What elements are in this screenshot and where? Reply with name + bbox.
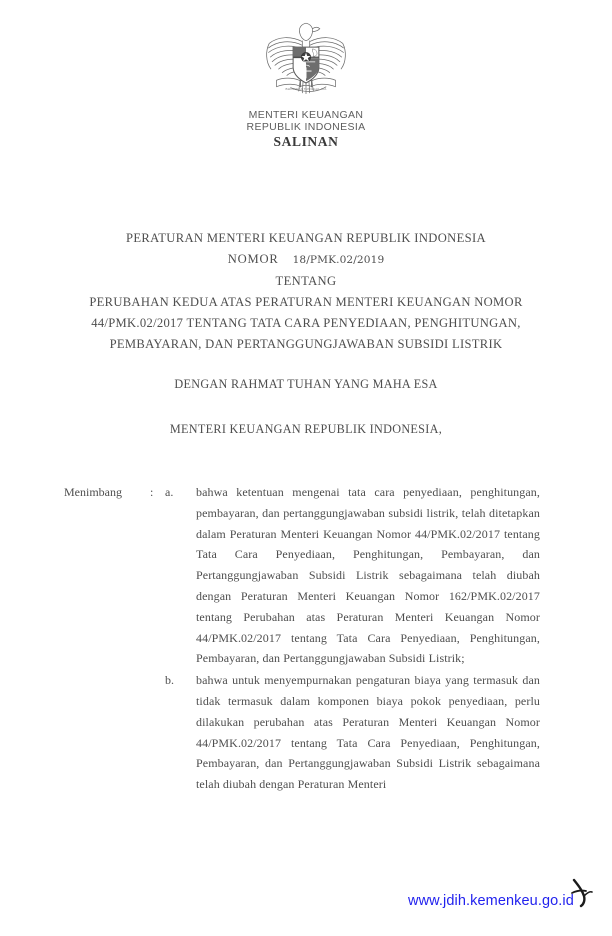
regulation-heading: PERATURAN MENTERI KEUANGAN REPUBLIK INDONESIA <box>126 231 486 245</box>
item-text-b: bahwa untuk menyempurnakan pengaturan biaya yang termasuk dan tidak termasuk dalam komponen biaya pokok penyediaan, perlu dilakukan perubahan atas Peraturan Menteri Keuangan Nomor 44/PMK.02/2017 tentang Tata Cara Penyediaan, Penghitungan, Pembayaran, dan Pertanggungjawaban Subsidi Listrik sebagaimana telah diubah dengan Peraturan Menteri <box>196 673 540 792</box>
svg-text:BHINNEKA TUNGGAL IKA: BHINNEKA TUNGGAL IKA <box>285 86 327 91</box>
subject-line-2: 44/PMK.02/2017 TENTANG TATA CARA PENYEDIAAN, PENGHITUNGAN, <box>91 316 521 330</box>
garuda-pancasila-emblem <box>260 14 352 106</box>
nomor-value: 18/PMK.02/2019 <box>292 254 385 266</box>
letterhead <box>0 14 612 149</box>
handwritten-initial-mark-icon <box>568 876 594 910</box>
regulation-number-line <box>56 249 556 271</box>
tentang-label: TENTANG <box>275 274 337 288</box>
item-text-a: bahwa ketentuan mengenai tata cara penyediaan, penghitungan, pembayaran, dan pertanggungjawaban subsidi listrik, telah ditetapkan dalam Peraturan Menteri Keuangan Nomor 44/PMK.02/2017 tentang Tata Cara Penyediaan, Penghitungan, Pembayaran, dan Pertanggungjawaban Subsidi Listrik sebagaimana telah diubah dengan Peraturan Menteri Keuangan Nomor 162/PMK.02/2017 tentang Perubahan atas Peraturan Menteri Keuangan Nomor 44/PMK.02/2017 tentang Tata Cara Penyediaan, Penghitungan, Pembayaran, dan Pertanggungjawaban Subsidi Listrik; <box>196 485 540 666</box>
subject-line-1: PERUBAHAN KEDUA ATAS PERATURAN MENTERI KEUANGAN NOMOR <box>89 295 523 309</box>
item-marker-a: a. <box>165 485 174 499</box>
menimbang-colon: : <box>150 485 154 499</box>
title-block <box>56 228 556 355</box>
letterhead-line-1: MENTERI KEUANGAN <box>248 109 364 121</box>
consideration-item-b <box>0 670 612 795</box>
consideration-item-a <box>0 482 612 669</box>
invocation-spacer <box>56 393 556 420</box>
subject-line-3: PEMBAYARAN, DAN PERTANGGUNGJAWABAN SUBSIDI LISTRIK <box>109 337 503 351</box>
letterhead-line-2: REPUBLIK INDONESIA <box>246 121 366 133</box>
item-marker-b: b. <box>165 673 174 688</box>
menimbang-label: Menimbang <box>64 485 122 499</box>
nomor-label: NOMOR <box>227 252 279 266</box>
copy-mark: SALINAN <box>273 134 339 149</box>
footer-url[interactable]: www.jdih.kemenkeu.go.id <box>408 893 574 909</box>
authority-line: MENTERI KEUANGAN REPUBLIK INDONESIA, <box>169 422 443 436</box>
invocation-block <box>56 375 556 438</box>
blessing-line: DENGAN RAHMAT TUHAN YANG MAHA ESA <box>174 377 438 391</box>
considerations-block <box>0 482 612 795</box>
